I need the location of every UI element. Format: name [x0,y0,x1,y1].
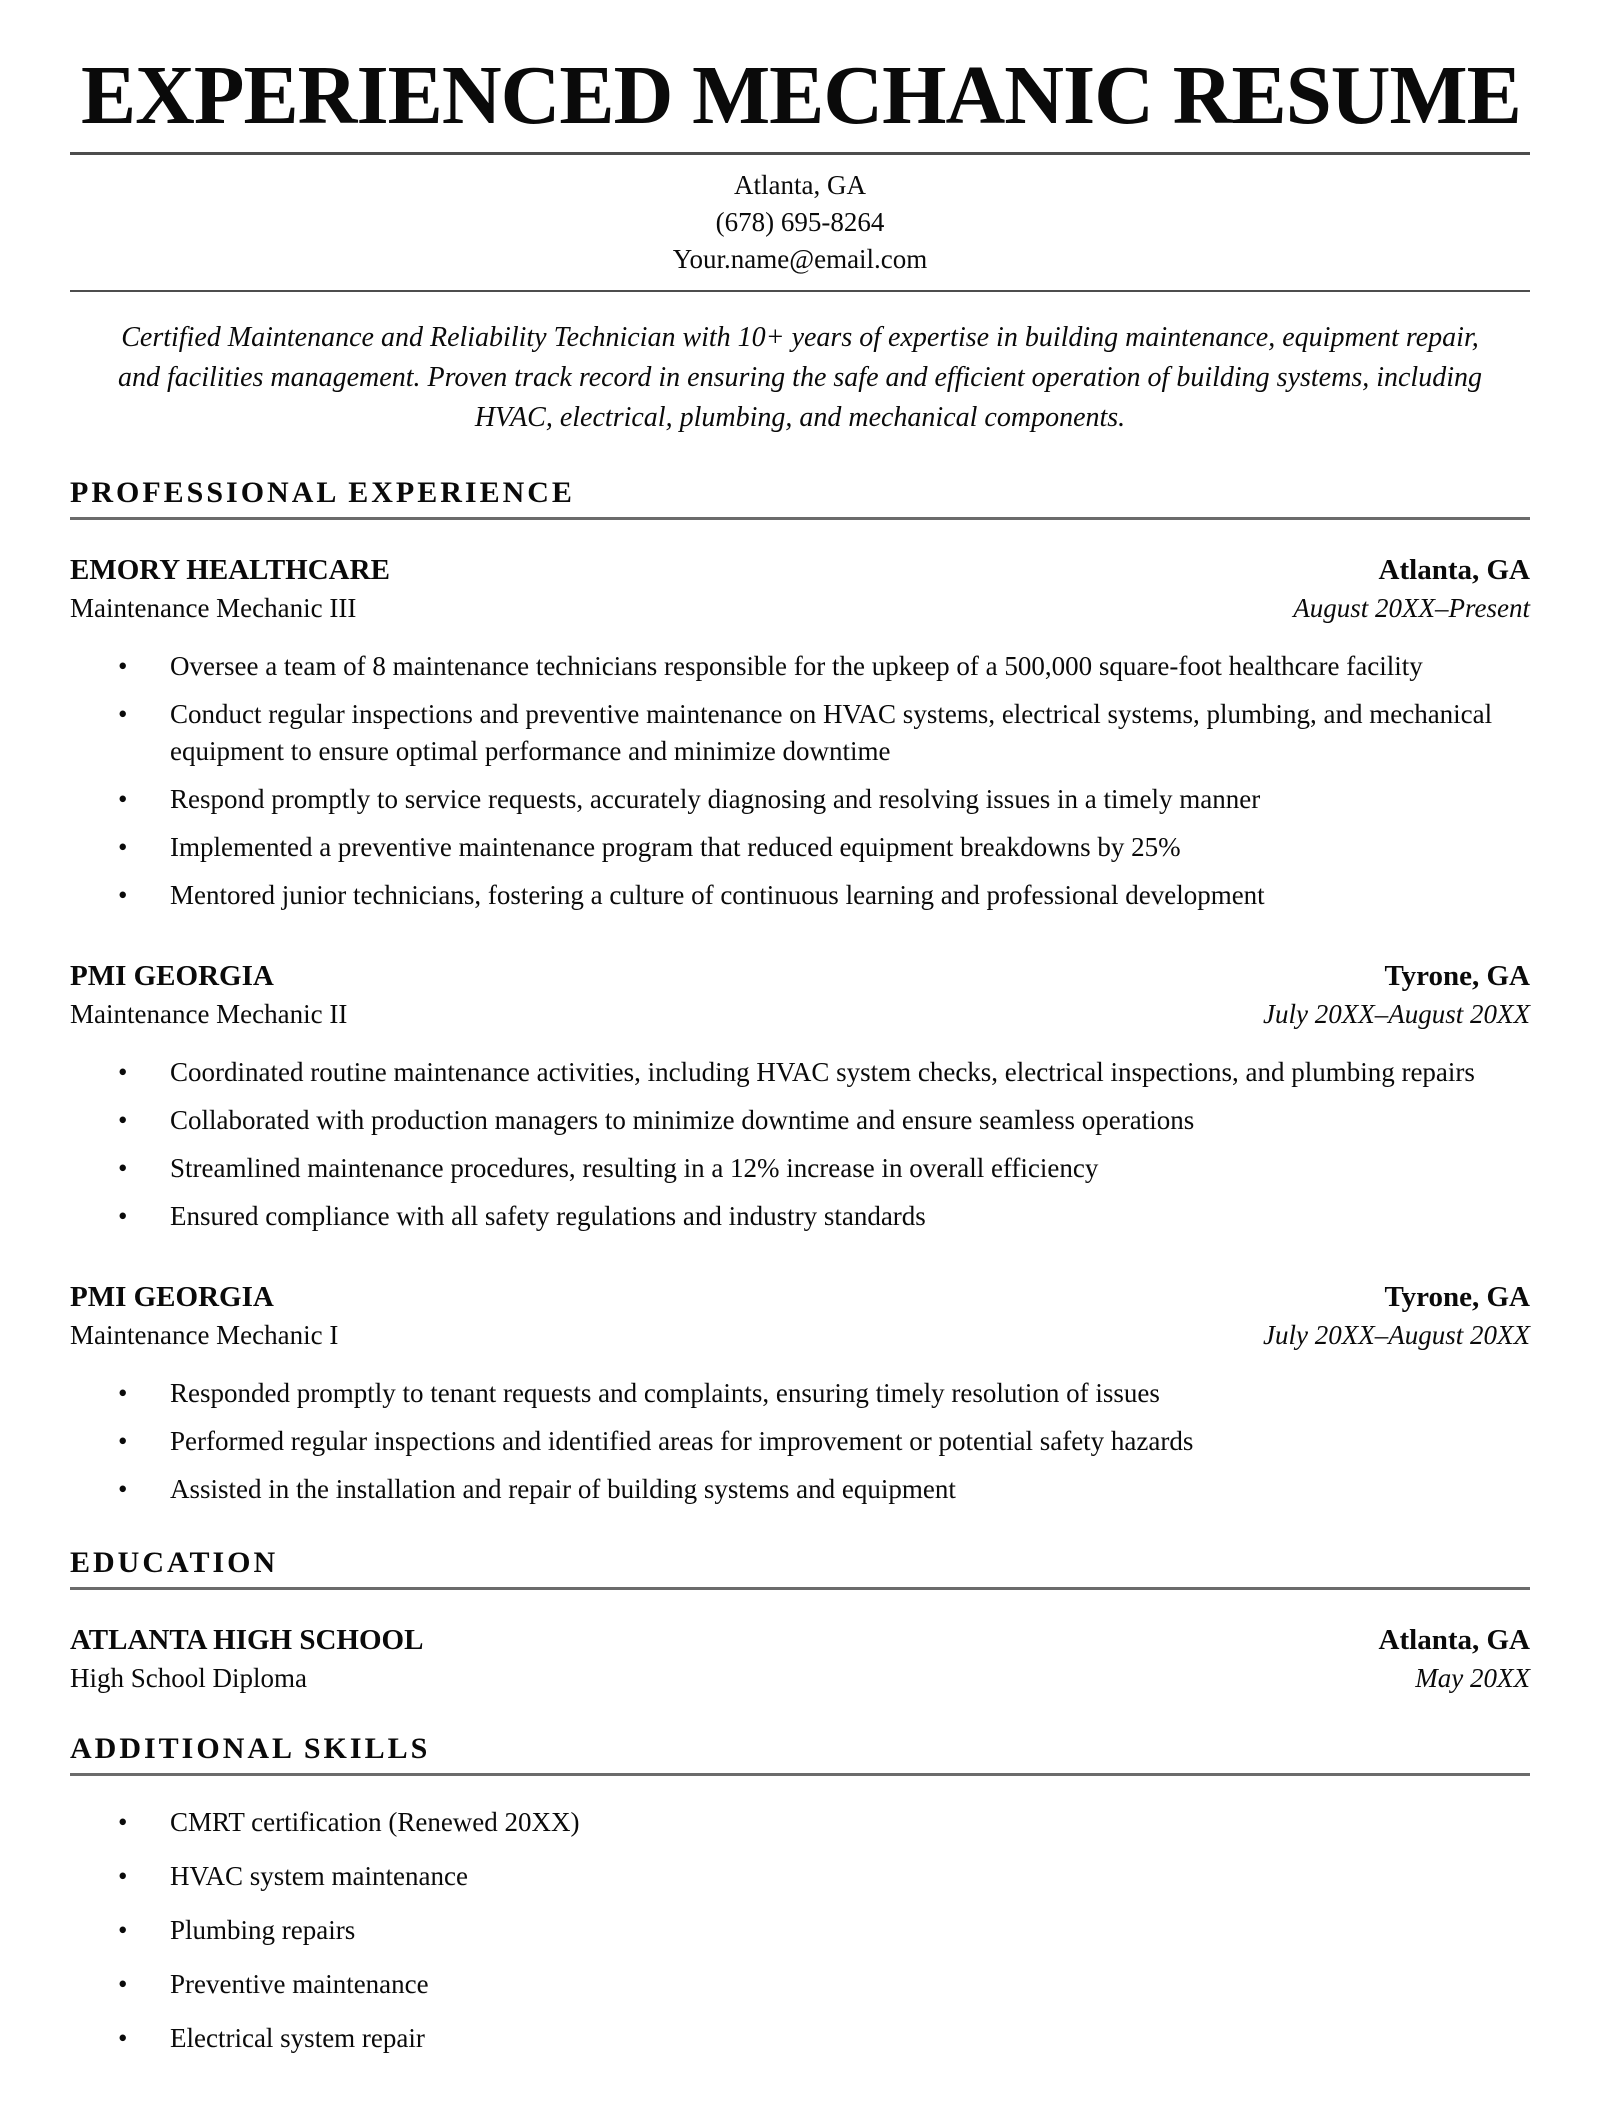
job-bullet: • Streamlined maintenance procedures, resulting in a 12% increase in overall efficiency [70,1150,1530,1187]
job-entry-emory [70,554,1530,914]
section-professional-experience [70,476,1530,1508]
skill-item: • CMRT certification (Renewed 20XX) [70,1804,1530,1841]
job-location: Atlanta, GA [1378,554,1530,587]
school-location: Atlanta, GA [1378,1624,1530,1657]
contact-phone: (678) 695-8264 [715,207,885,238]
contact-block [70,167,1530,278]
job-entry-pmi-1 [70,1281,1530,1508]
job-location: Tyrone, GA [1384,1281,1530,1314]
skill-item: • Electrical system repair [70,2020,1530,2057]
section-additional-skills [70,1732,1530,2057]
job-bullet-list [70,1375,1530,1508]
section-education [70,1546,1530,1694]
job-header-row [70,960,1530,993]
job-bullet: • Collaborated with production managers to minimize downtime and ensure seamless operations [70,1102,1530,1139]
job-header-row [70,554,1530,587]
company-name: EMORY HEALTHCARE [70,554,390,587]
job-bullet: • Respond promptly to service requests, accurately diagnosing and resolving issues in a timely manner [70,781,1530,818]
job-bullet: • Conduct regular inspections and preventive maintenance on HVAC systems, electrical systems, plumbing, and mechanical equipment to ensure optimal performance and minimize downtime [70,696,1530,770]
job-subheader-row [70,993,1530,1030]
job-title: Maintenance Mechanic II [70,999,348,1030]
summary-paragraph: Certified Maintenance and Reliability Technician with 10+ years of expertise in building maintenance, equipment repair, and facilities management. Proven track record in ensuring the safe and efficient operation of building systems, including HVAC, electrical, plumbing, and mechanical components. [117,322,1482,434]
job-bullet: • Implemented a preventive maintenance program that reduced equipment breakdowns by 25% [70,829,1530,866]
job-title: Maintenance Mechanic III [70,593,357,624]
degree-name: High School Diploma [70,1663,307,1694]
job-bullet: • Oversee a team of 8 maintenance technicians responsible for the upkeep of a 500,000 square-foot healthcare facility [70,648,1530,685]
skill-item: • Preventive maintenance [70,1966,1530,2003]
job-dates: July 20XX–August 20XX [1263,999,1530,1030]
title-divider [70,152,1530,155]
resume-header [70,49,1530,438]
job-subheader-row [70,587,1530,624]
job-bullet-list [70,1054,1530,1235]
job-bullet: • Mentored junior technicians, fostering a culture of continuous learning and professional development [70,877,1530,914]
job-title: Maintenance Mechanic I [70,1320,339,1351]
skill-item: • Plumbing repairs [70,1912,1530,1949]
job-bullet: • Ensured compliance with all safety regulations and industry standards [70,1198,1530,1235]
job-dates: August 20XX–Present [1293,593,1530,624]
resume-title: EXPERIENCED MECHANIC RESUME [80,49,1521,142]
job-bullet: • Assisted in the installation and repair of building systems and equipment [70,1471,1530,1508]
job-bullet: • Responded promptly to tenant requests and complaints, ensuring timely resolution of issues [70,1375,1530,1412]
job-location: Tyrone, GA [1384,960,1530,993]
job-dates: July 20XX–August 20XX [1263,1320,1530,1351]
education-subheader-row [70,1657,1530,1694]
skills-list [70,1804,1530,2057]
experience-heading: PROFESSIONAL EXPERIENCE [70,476,1530,520]
job-bullet-list [70,648,1530,914]
contact-email: Your.name@email.com [672,244,928,275]
job-subheader-row [70,1314,1530,1351]
skills-heading: ADDITIONAL SKILLS [70,1732,1530,1776]
job-header-row [70,1281,1530,1314]
job-bullet: • Coordinated routine maintenance activities, including HVAC system checks, electrical inspections, and plumbing repairs [70,1054,1530,1091]
job-entry-pmi-2 [70,960,1530,1235]
contact-divider [70,290,1530,292]
school-name: ATLANTA HIGH SCHOOL [70,1624,424,1657]
company-name: PMI GEORGIA [70,960,274,993]
education-entry [70,1624,1530,1694]
graduation-date: May 20XX [1415,1663,1530,1694]
company-name: PMI GEORGIA [70,1281,274,1314]
education-header-row [70,1624,1530,1657]
skill-item: • HVAC system maintenance [70,1858,1530,1895]
contact-location: Atlanta, GA [734,170,866,201]
job-bullet: • Performed regular inspections and identified areas for improvement or potential safety hazards [70,1423,1530,1460]
education-heading: EDUCATION [70,1546,1530,1590]
